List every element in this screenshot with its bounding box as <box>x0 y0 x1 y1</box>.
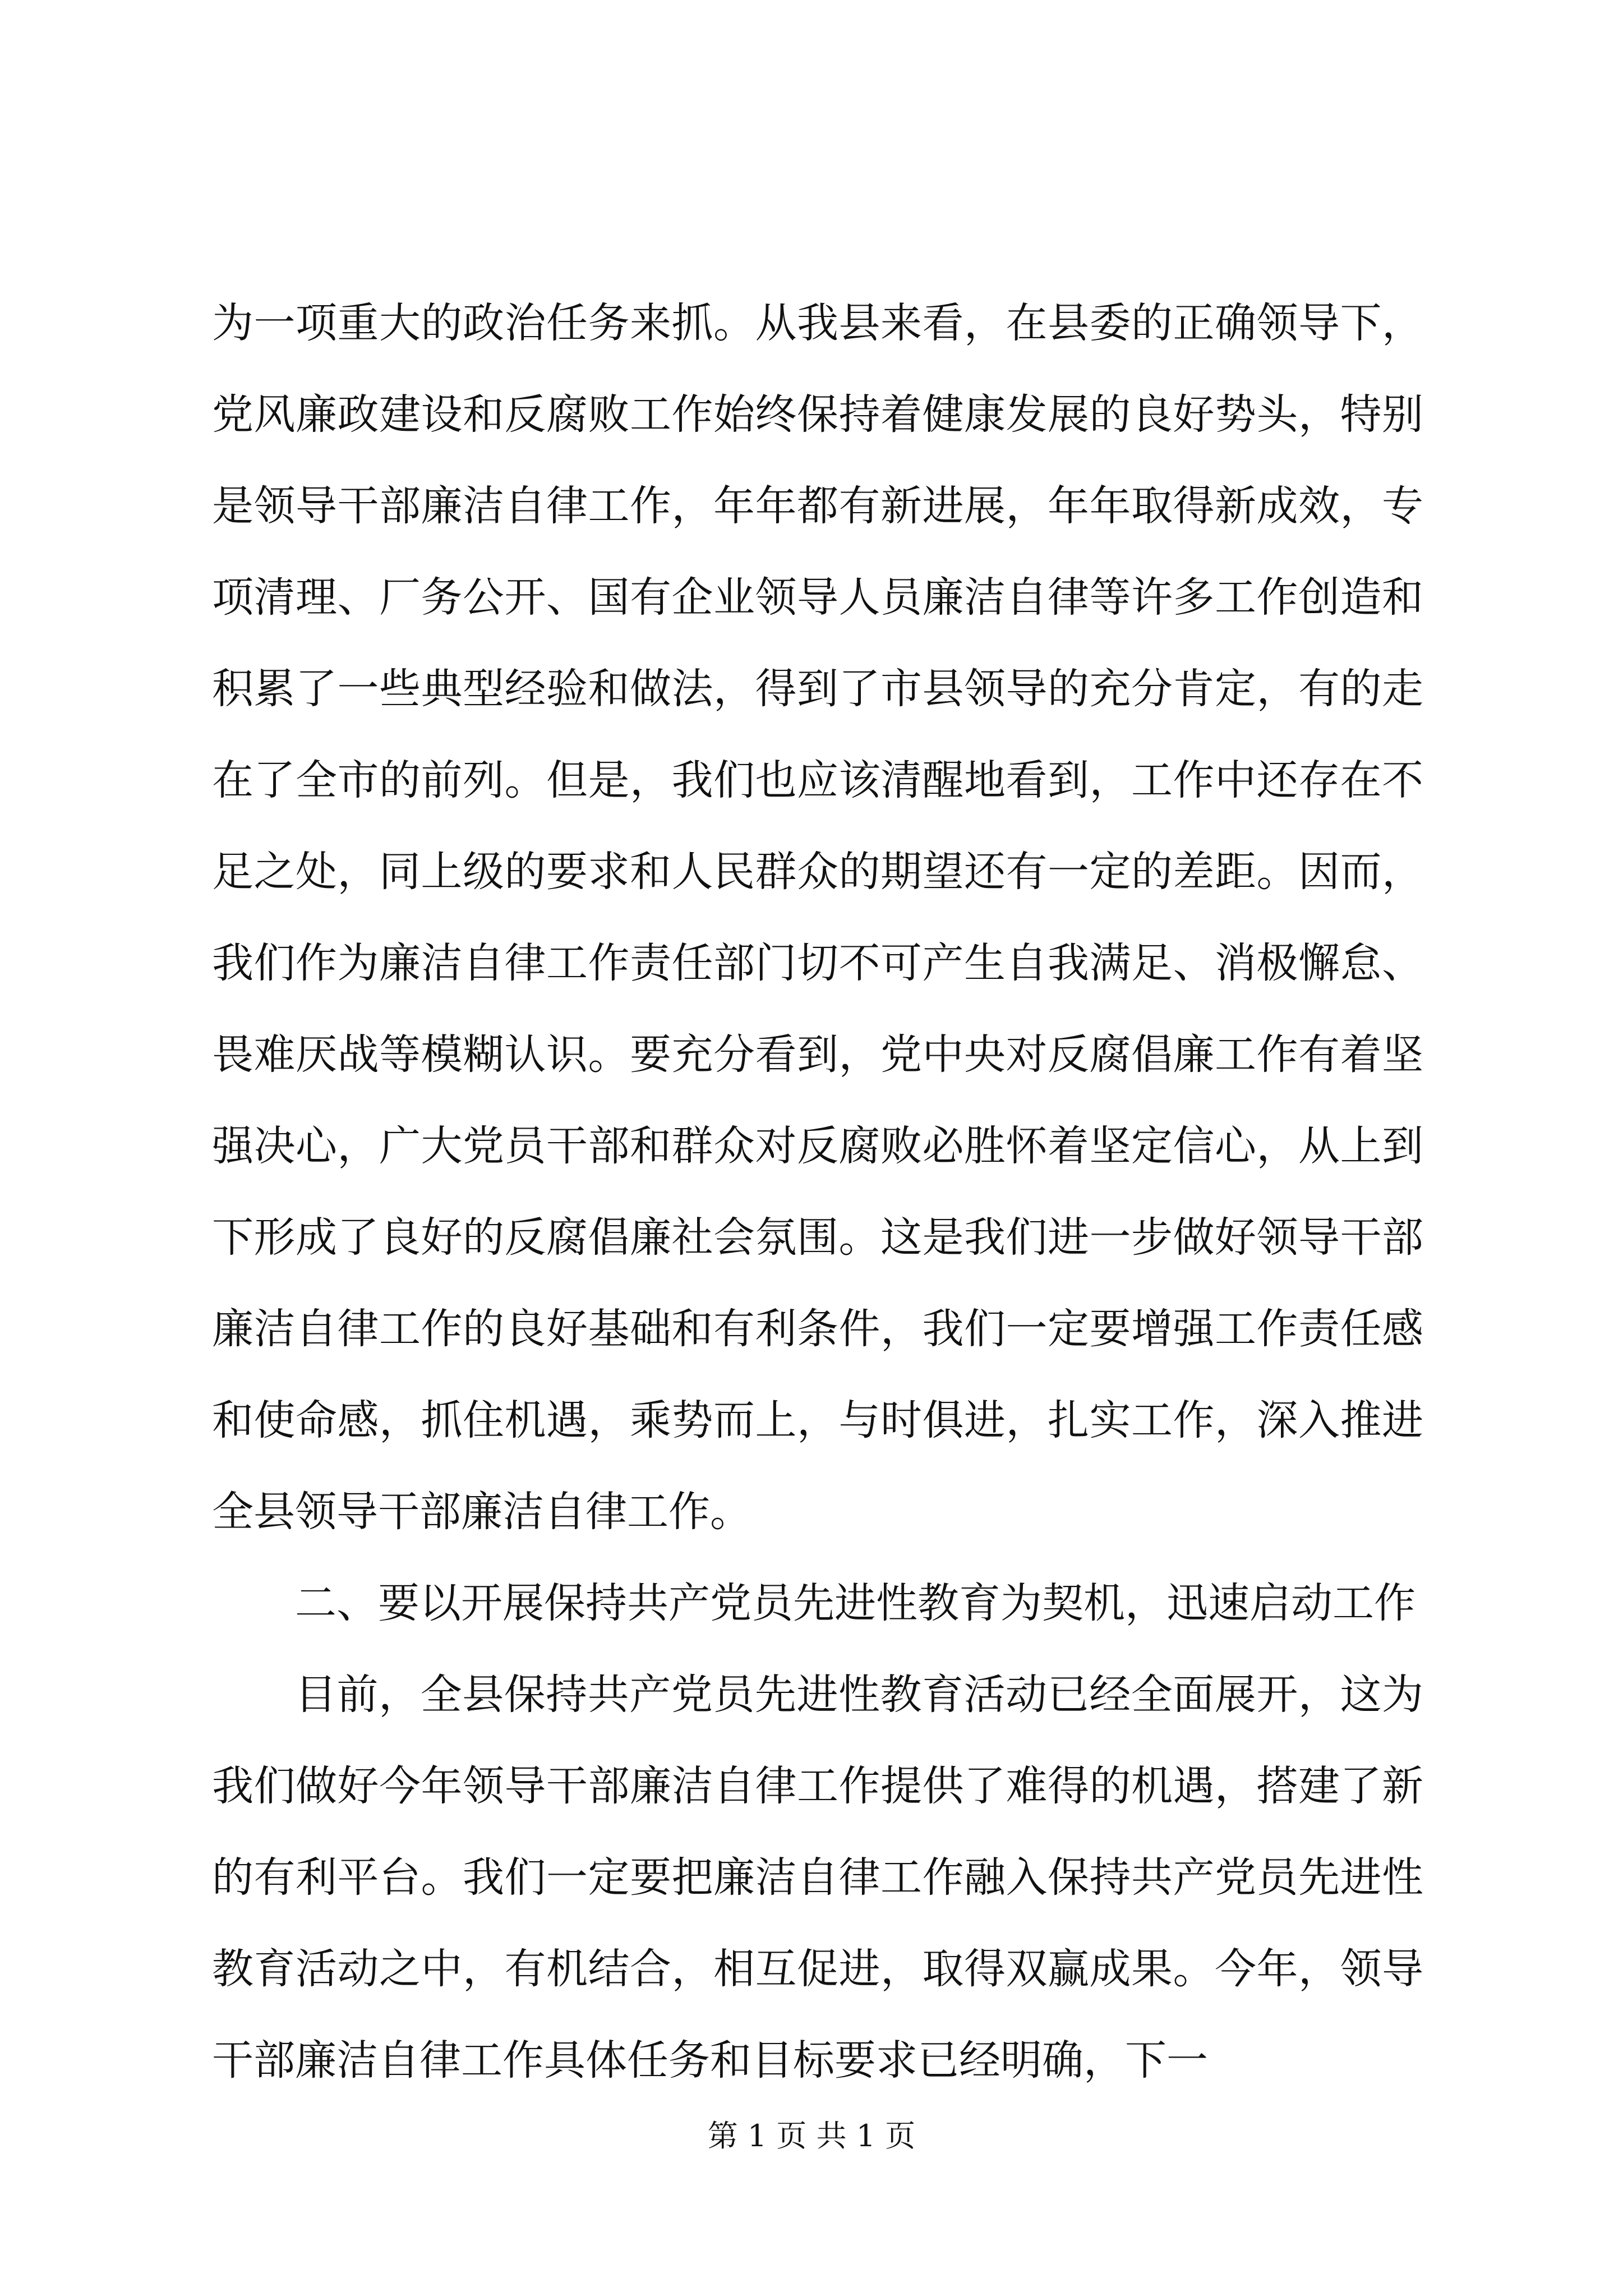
document-body <box>212 278 1423 2106</box>
paragraph-continuation: 为一项重大的政治任务来抓。从我县来看，在县委的正确领导下，党风廉政建设和反腐败工作始终保持着健康发展的良好势头，特别是领导干部廉洁自律工作，年年都有新进展，年年取得新成效，专项清理、厂务公开、国有企业领导人员廉洁自律等许多工作创造和积累了一些典型经验和做法，得到了市县领导的充分肯定，有的走在了全市的前列。但是，我们也应该清醒地看到，工作中还存在不足之处，同上级的要求和人民群众的期望还有一定的差距。因而，我们作为廉洁自律工作责任部门切不可产生自我满足、消极懈怠、畏难厌战等模糊认识。要充分看到，党中央对反腐倡廉工作有着坚强决心，广大党员干部和群众对反腐败必胜怀着坚定信心，从上到下形成了良好的反腐倡廉社会氛围。这是我们进一步做好领导干部廉洁自律工作的良好基础和有利条件，我们一定要增强工作责任感和使命感，抓住机遇，乘势而上，与时俱进，扎实工作，深入推进全县领导干部廉洁自律工作。 <box>212 299 1423 1536</box>
page-footer: 第 1 页 共 1 页 <box>707 2118 916 2154</box>
section-heading: 二、要以开展保持共产党员先进性教育为契机，迅速启动工作 <box>295 1579 1415 1627</box>
paragraph-body: 目前，全县保持共产党员先进性教育活动已经全面展开，这为我们做好今年领导干部廉洁自律工作提供了难得的机遇，搭建了新的有利平台。我们一定要把廉洁自律工作融入保持共产党员先进性教育活动之中，有机结合，相互促进，取得双赢成果。今年，领导干部廉洁自律工作具体任务和目标要求已经明确，下一 <box>212 1671 1423 2085</box>
